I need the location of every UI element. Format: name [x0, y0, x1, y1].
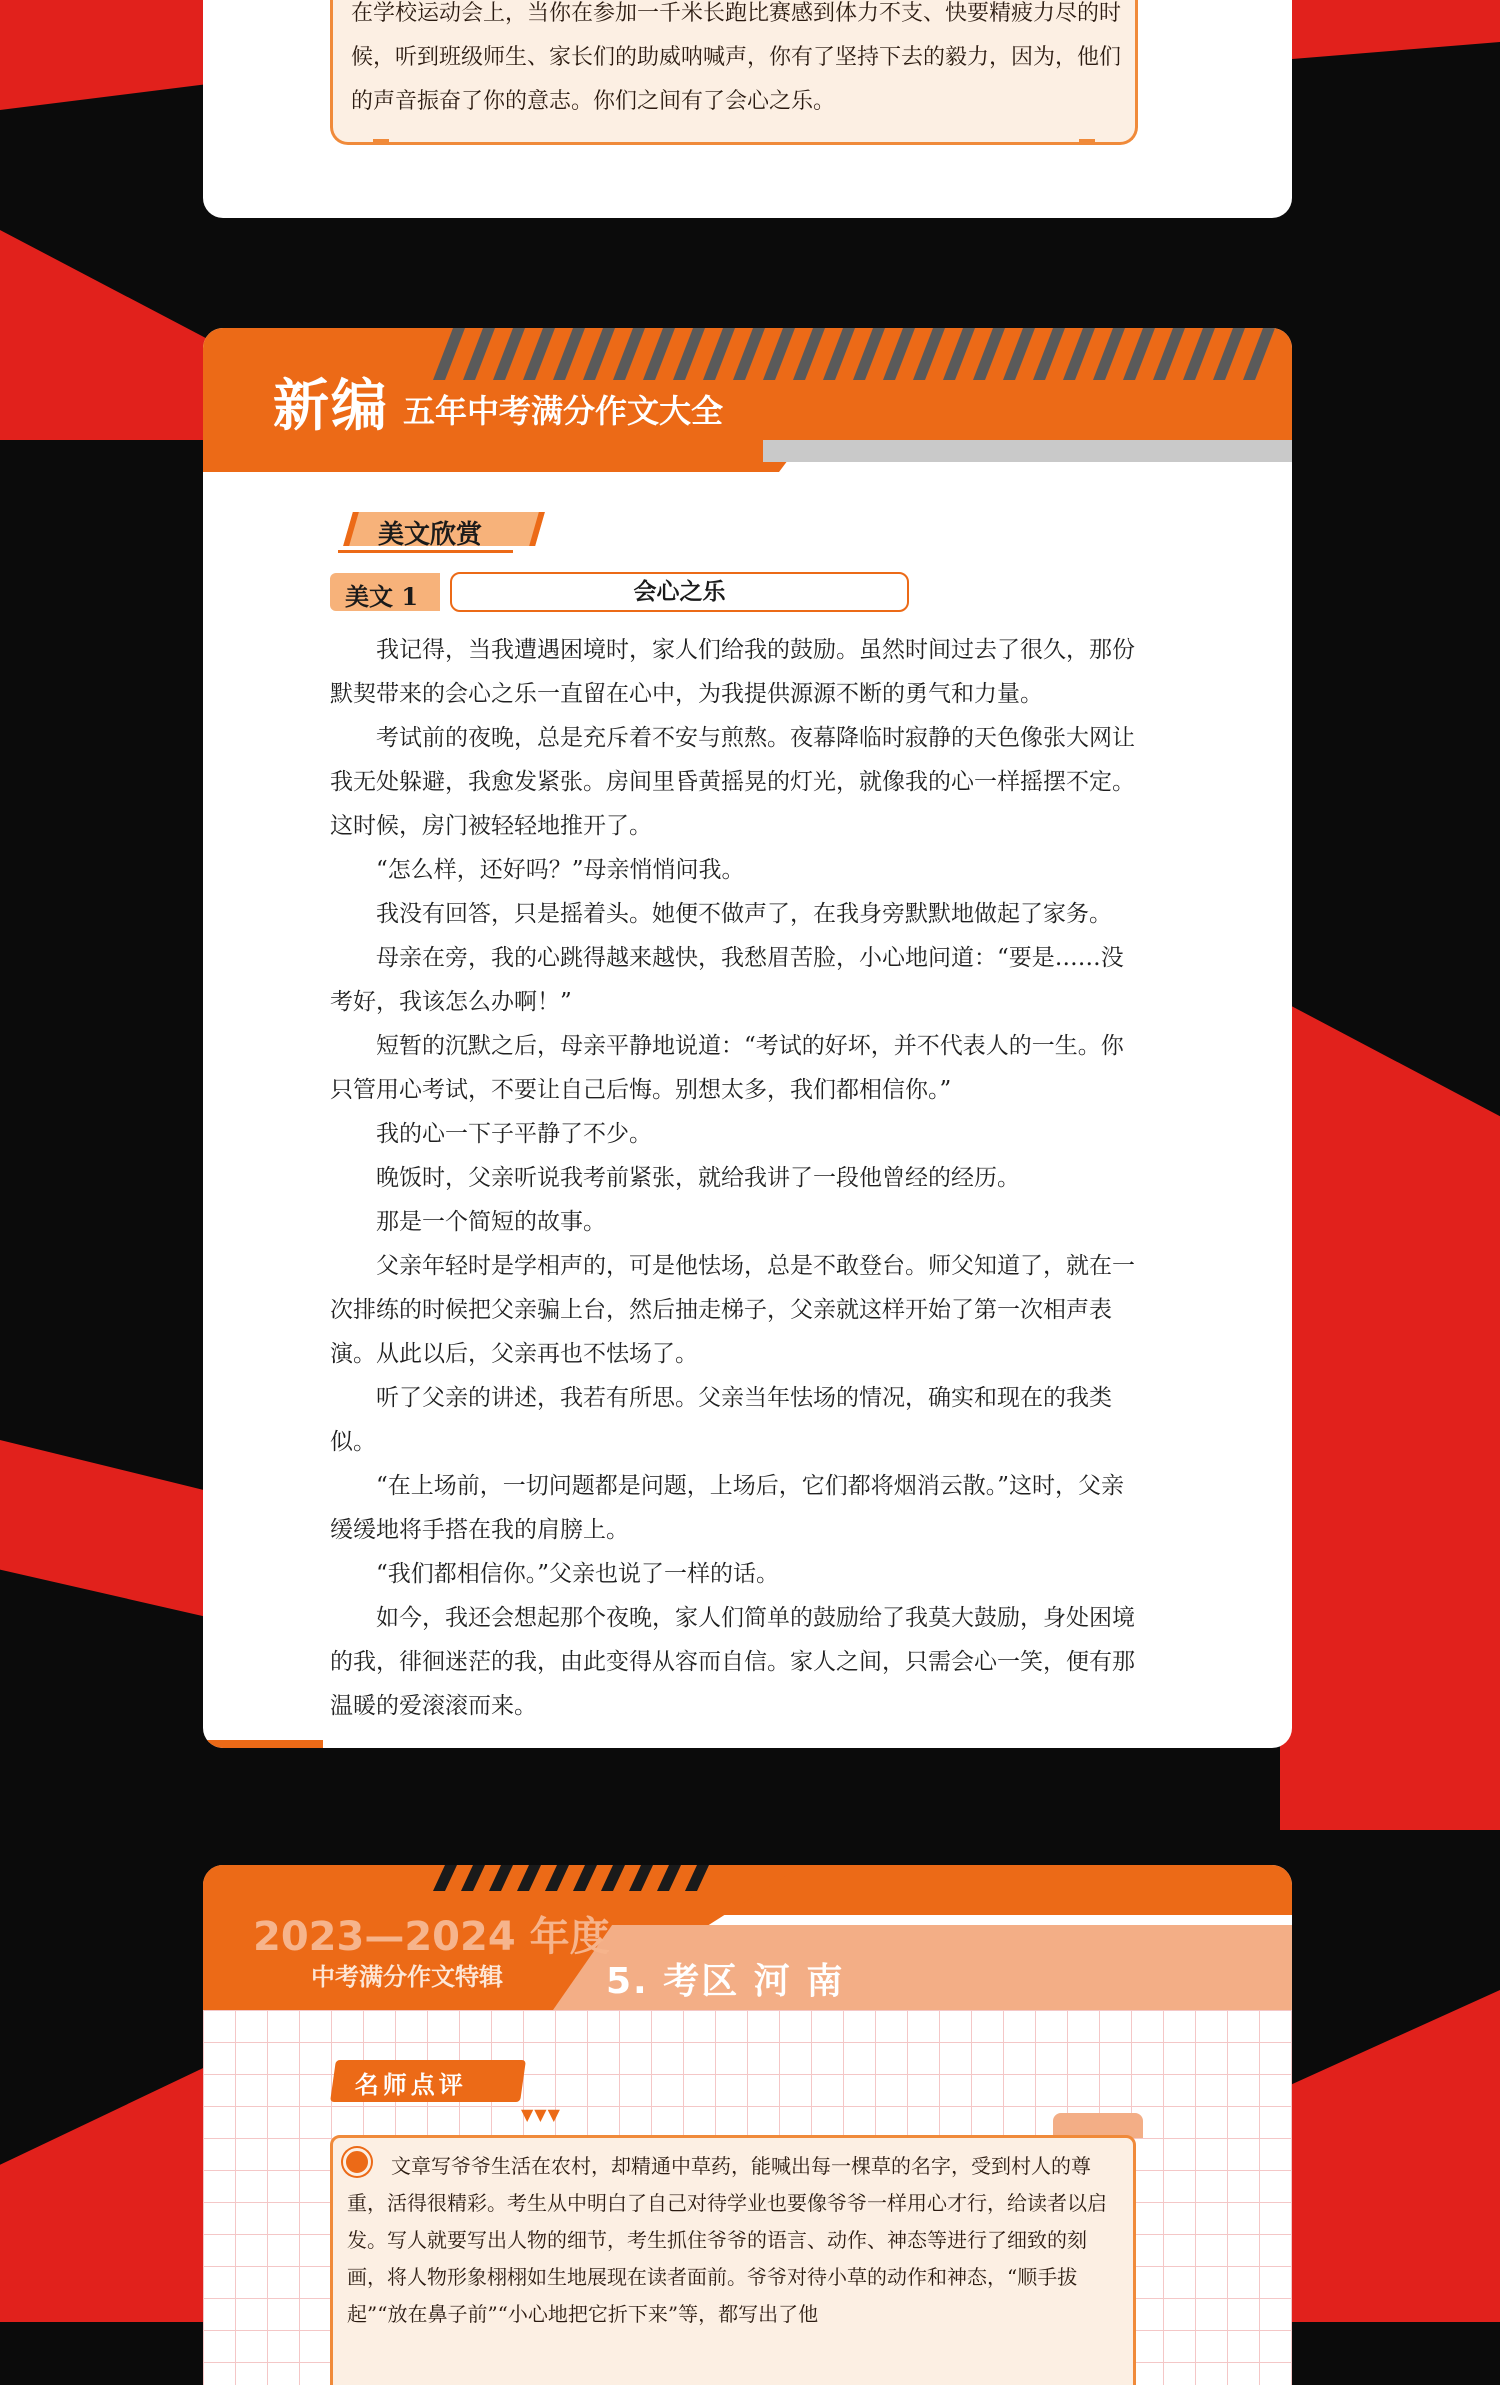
review-header: [203, 1865, 1292, 2010]
essay-paragraph: 父亲年轻时是学相声的，可是他怯场，总是不敢登台。师父知道了，就在一次排练的时候把父亲骗上台，然后抽走梯子，父亲就这样开始了第一次相声表演。从此以后，父亲再也不怯场了。: [330, 1253, 1135, 1367]
essay-label: 美文 1: [345, 582, 419, 611]
bg-red-topleft: [0, 0, 220, 110]
essay-paragraph: 那是一个简短的故事。: [376, 1209, 606, 1235]
header-year: 2023—2024 年度: [253, 1914, 610, 1960]
review-text: 文章写爷爷生活在农村，却精通中草药，能喊出每一棵草的名字，受到村人的尊重，活得很精彩。考生从中明白了自己对待学业也要像爷爷一样用心才行，给读者以启发。写人就要写出人物的细节，考生抓住爷爷的语言、动作、神态等进行了细致的刻画，将人物形象栩栩如生地展现在读者面前。爷爷对待小草的动作和神态，“顺手拔起”“放在鼻子前”“小心地把它折下来”等，都写出了他: [347, 2154, 1107, 2326]
card-review: [203, 1865, 1292, 2385]
essay-paragraph: “在上场前，一切问题都是问题，上场后，它们都将烟消云散。”这时，父亲缓缓地将手搭在我的肩膀上。: [330, 1473, 1125, 1543]
essay-label-chip: [330, 573, 440, 611]
essay-title: 会心之乐: [633, 579, 726, 605]
essay-paragraph: 晚饭时，父亲听说我考前紧张，就给我讲了一段他曾经的经历。: [376, 1165, 1020, 1191]
essay-paragraph: 听了父亲的讲述，我若有所思。父亲当年怯场的情况，确实和现在的我类似。: [330, 1385, 1112, 1455]
header-title-small: 五年中考满分作文大全: [403, 392, 724, 430]
bg-red-right-bottom: [1280, 1990, 1500, 2322]
header-stripes-dark: [433, 1865, 713, 1891]
section-tag-underline: [338, 550, 513, 553]
triangle-markers: ▼▼▼: [521, 2105, 561, 2124]
intro-text: 在学校运动会上，当你在参加一千米长跑比赛感到体力不支、快要精疲力尽的时候，听到班级师生、家长们的助威呐喊声，你有了坚持下去的毅力，因为，他们的声音振奋了你的意志。你们之间有了会心之乐。: [351, 1, 1122, 114]
box-notch-right: [1079, 139, 1095, 145]
bg-red-right-mid: [1280, 1000, 1500, 1830]
essay-paragraph: 短暂的沉默之后，母亲平静地说道：“考试的好坏，并不代表人的一生。你只管用心考试，不要让自己后悔。别想太多，我们都相信你。”: [330, 1033, 1124, 1103]
section-tag-text: 美文欣赏: [378, 520, 483, 550]
essay-paragraph: 考试前的夜晚，总是充斥着不安与煎熬。夜幕降临时寂静的天色像张大网让我无处躲避，我愈发紧张。房间里昏黄摇晃的灯光，就像我的心一样摇摆不定。这时候，房门被轻轻地推开了。: [330, 725, 1135, 839]
header-title-big: 新编: [273, 374, 389, 439]
box-notch-left: [373, 139, 389, 145]
essay-paragraph: “怎么样，还好吗？”母亲悄悄问我。: [376, 857, 745, 883]
essay-title-box: [450, 572, 909, 612]
header-subtitle: 中考满分作文特辑: [311, 1963, 503, 1991]
header-gray-band: [763, 440, 1292, 462]
essay-paragraph: “我们都相信你。”父亲也说了一样的话。: [376, 1561, 780, 1587]
review-box: [330, 2135, 1136, 2385]
bg-red-left-bottom: [0, 2060, 220, 2322]
bg-red-topright: [1280, 0, 1500, 60]
card-essay: [203, 328, 1292, 1748]
essay-header: [203, 328, 1292, 488]
essay-body: [330, 628, 1140, 1728]
bg-red-left-lower: [0, 1440, 220, 1620]
section-tag: [338, 506, 538, 552]
teacher-review-tag: [330, 2060, 526, 2102]
header-orange-tail: [203, 440, 803, 472]
header-region: 5. 考区 河 南: [606, 1961, 845, 2002]
essay-paragraph: 我的心一下子平静了不少。: [376, 1121, 652, 1147]
card-foot-accent: [203, 1740, 323, 1748]
intro-box: [330, 0, 1138, 145]
essay-paragraph: 如今，我还会想起那个夜晚，家人们简单的鼓励给了我莫大鼓励，身处困境的我，徘徊迷茫的我，由此变得从容而自信。家人之间，只需会心一笑，便有那温暖的爱滚滚而来。: [330, 1605, 1135, 1719]
essay-paragraph: 母亲在旁，我的心跳得越来越快，我愁眉苦脸，小心地问道：“要是……没考好，我该怎么办啊！”: [330, 945, 1124, 1015]
teacher-review-label: 名师点评: [354, 2071, 467, 2099]
bg-red-left-upper: [0, 230, 220, 440]
essay-paragraph: 我没有回答，只是摇着头。她便不做声了，在我身旁默默地做起了家务。: [376, 901, 1112, 927]
header-stripes: [403, 328, 1292, 380]
essay-paragraph: 我记得，当我遭遇困境时，家人们给我的鼓励。虽然时间过去了很久，那份默契带来的会心之乐一直留在心中，为我提供源源不断的勇气和力量。: [330, 637, 1135, 707]
card-intro: [203, 0, 1292, 218]
